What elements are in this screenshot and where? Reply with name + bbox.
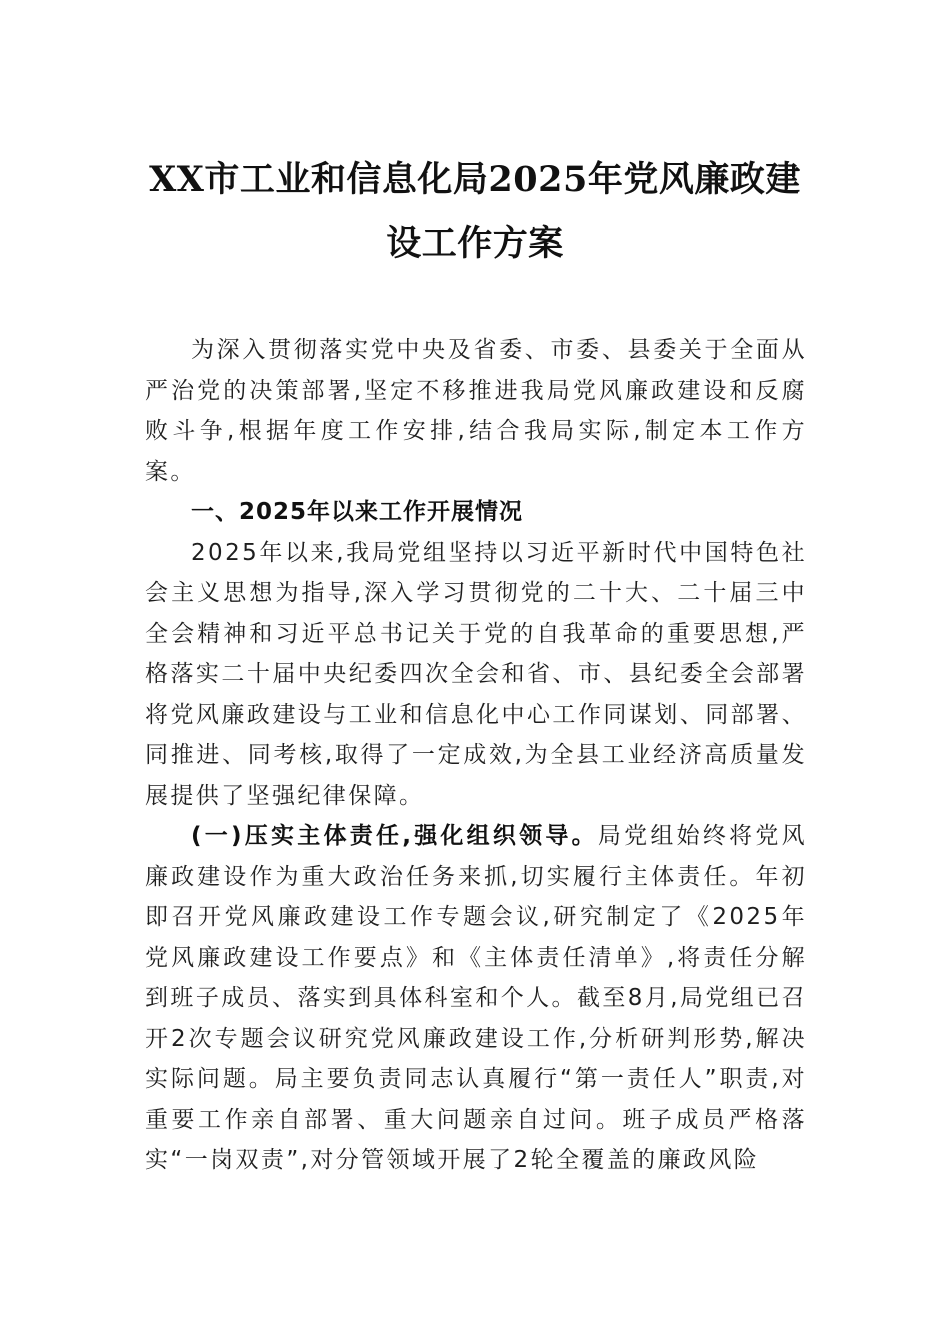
document-body [145,330,807,1181]
subsection-paragraph [145,816,807,1181]
subsection-lead: (一)压实主体责任,强化组织领导。 [191,823,598,849]
subsection-text: 局党组始终将党风廉政建设作为重大政治任务来抓,切实履行主体责任。年初即召开党风廉政建设工作专题会议,研究制定了《2025年党风廉政建设工作要点》和《主体责任清单》,将责任分解到班子成员、落实到具体科室和个人。截至8月,局党组已召开2次专题会议研究党风廉政建设工作,分析研判形势,解决实际问题。局主要负责同志认真履行“第一责任人”职责,对重要工作亲自部署、重大问题亲自过问。班子成员严格落实“一岗双责”,对分管领域开展了2轮全覆盖的廉政风险 [145,823,808,1173]
intro-paragraph: 为深入贯彻落实党中央及省委、市委、县委关于全面从严治党的决策部署,坚定不移推进我局党风廉政建设和反腐败斗争,根据年度工作安排,结合我局实际,制定本工作方案。 [145,337,807,485]
section-heading: 一、2025年以来工作开展情况 [191,499,524,525]
title-line-2: 设工作方案 [386,223,564,264]
document-title [125,148,825,276]
title-line-1: XX市工业和信息化局2025年党风廉政建 [149,159,801,200]
section-paragraph: 2025年以来,我局党组坚持以习近平新时代中国特色社会主义思想为指导,深入学习贯彻党的二十大、二十届三中全会精神和习近平总书记关于党的自我革命的重要思想,严格落实二十届中央纪委四次全会和省、市、县纪委全会部署将党风廉政建设与工业和信息化中心工作同谋划、同部署、同推进、同考核,取得了一定成效,为全县工业经济高质量发展提供了坚强纪律保障。 [145,539,807,809]
